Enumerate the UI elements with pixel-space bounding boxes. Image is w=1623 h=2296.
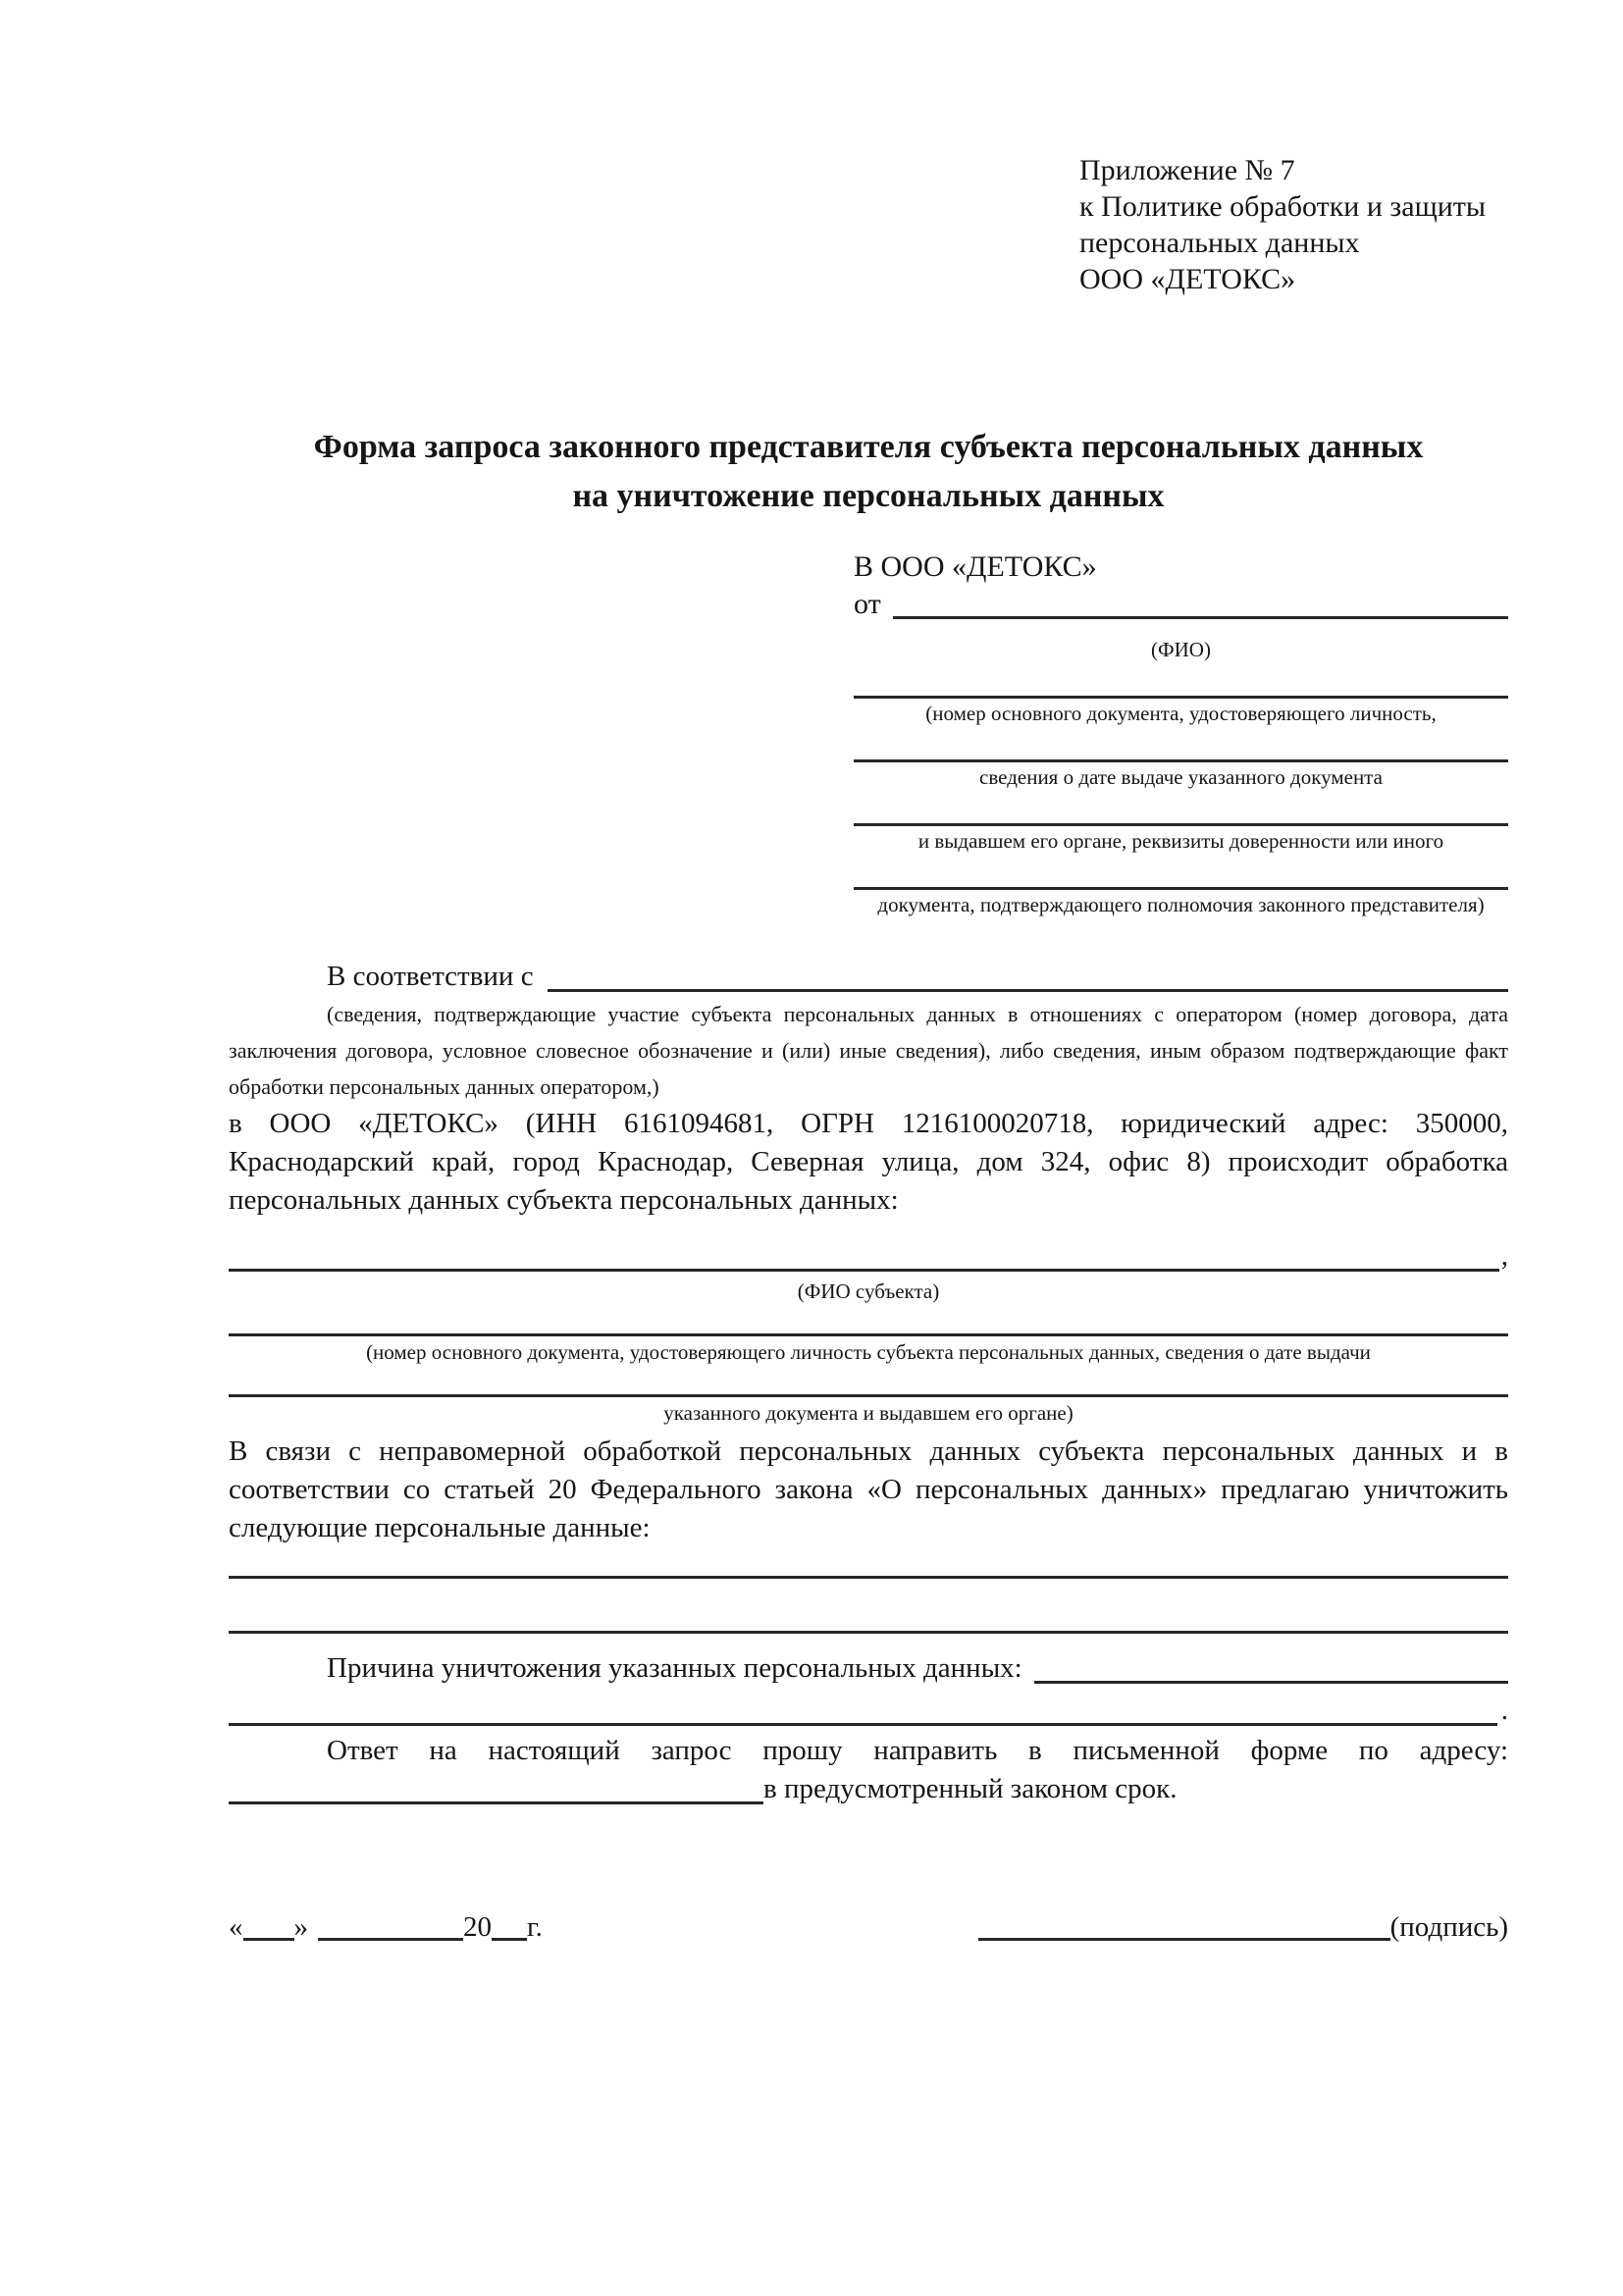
fio-caption: (ФИО) (1151, 638, 1211, 661)
appendix-reference (1079, 152, 1508, 297)
subject-doc-unit (229, 1305, 1508, 1366)
subject-line-row (229, 1237, 1508, 1276)
answer-address-row (229, 1770, 1508, 1808)
page-title-line-1: Форма запроса законного представителя субъекта персональных данных (313, 429, 1424, 465)
blank-line (854, 855, 1508, 890)
blank-field-unit (854, 791, 1508, 855)
footer-row (229, 1908, 1508, 1947)
subject-fio-unit (229, 1237, 1508, 1305)
blank-line (854, 663, 1508, 699)
answer-paragraph: Ответ на настоящий запрос прошу направить в письменной форме по адресу: (327, 1735, 1508, 1766)
fine-print-note: (сведения, подтверждающие участие субъекта персональных данных в отношениях с оператором (номер договора, дата заключения договора, условное словесное обозначение и (или) иные сведения), либо сведения, иным образом подтверждающие факт обработки персональных данных оператором,) (229, 1002, 1508, 1099)
blank-caption: документа, подтверждающего полномочия законного представителя) (877, 893, 1485, 916)
reason-row (229, 1649, 1508, 1688)
quote-open: « (229, 1911, 243, 1943)
blank-line (854, 727, 1508, 762)
subject-fio-caption: (ФИО субъекта) (797, 1279, 940, 1303)
blank-line (854, 791, 1508, 826)
reason-blank-line (1034, 1649, 1508, 1684)
blank-field-unit (854, 855, 1508, 918)
blank-line (229, 1366, 1508, 1397)
line-suffix-period: . (1500, 1695, 1508, 1726)
signature-field (978, 1908, 1508, 1947)
blank-line (229, 1723, 1497, 1726)
addressee-to: В ООО «ДЕТОКС» (854, 550, 1097, 583)
blank-line (229, 1579, 1508, 1634)
date-field (229, 1908, 543, 1947)
subject-doc-unit-2 (229, 1366, 1508, 1427)
subject-doc-caption: (номер основного документа, удостоверяющего личность субъекта персональных данных, сведения о дате выдачи (366, 1340, 1371, 1364)
line-suffix-comma: , (1500, 1240, 1508, 1272)
quote-close: » (293, 1911, 308, 1943)
day-blank-line (243, 1912, 294, 1941)
request-paragraph: В связи с неправомерной обработкой персональных данных субъекта персональных данных и в соответствии со статьей 20 Федерального закона «О персональных данных» предлагаю уничтожить следующие персональные данные: (229, 1435, 1508, 1543)
month-blank-line (318, 1912, 463, 1941)
signature-blank-line (978, 1912, 1390, 1941)
year-prefix: 20 (463, 1911, 492, 1943)
blank-line (229, 1269, 1499, 1272)
addressee-block (854, 548, 1508, 918)
appendix-line: персональных данных (1079, 227, 1360, 259)
operator-paragraph: в ООО «ДЕТОКС» (ИНН 6161094681, ОГРН 1216100020718, юридический адрес: 350000, Краснодарский край, город Краснодар, Северная улица, дом 324, офис 8) происходит обработка персональных данных субъекта персональных данных: (229, 1108, 1508, 1216)
blank-line (229, 1547, 1508, 1579)
accordance-row (229, 958, 1508, 996)
reason-continuation-row (229, 1692, 1508, 1730)
signature-caption: (подпись) (1389, 1911, 1508, 1943)
subject-doc-caption-2: указанного документа и выдавшем его органе) (663, 1401, 1073, 1425)
document-body (229, 958, 1508, 1947)
page-title (229, 423, 1508, 521)
appendix-line: ООО «ДЕТОКС» (1079, 263, 1296, 295)
reason-label: Причина уничтожения указанных персональных данных: (327, 1652, 1022, 1684)
page-title-line-2: на уничтожение персональных данных (572, 478, 1165, 514)
blank-field-unit (854, 663, 1508, 727)
year-suffix: г. (527, 1911, 543, 1943)
blank-line (229, 1305, 1508, 1336)
blank-caption: и выдавшем его органе, реквизиты доверенности или иного (917, 829, 1444, 853)
appendix-line: Приложение № 7 (1079, 154, 1295, 186)
address-blank-line (229, 1770, 763, 1804)
accordance-label: В соответствии с (327, 961, 534, 992)
from-row (854, 586, 1508, 623)
from-blank-line (893, 586, 1508, 619)
blank-caption: сведения о дате выдаче указанного документа (979, 765, 1383, 789)
answer-tail: в предусмотренный законом срок. (763, 1773, 1178, 1804)
year-blank-line (492, 1912, 527, 1941)
appendix-line: к Политике обработки и защиты (1079, 190, 1487, 223)
from-label: от (854, 588, 881, 620)
blank-field-unit (854, 727, 1508, 791)
blank-caption: (номер основного документа, удостоверяющего личность, (925, 702, 1437, 725)
accordance-blank-line (548, 958, 1508, 992)
